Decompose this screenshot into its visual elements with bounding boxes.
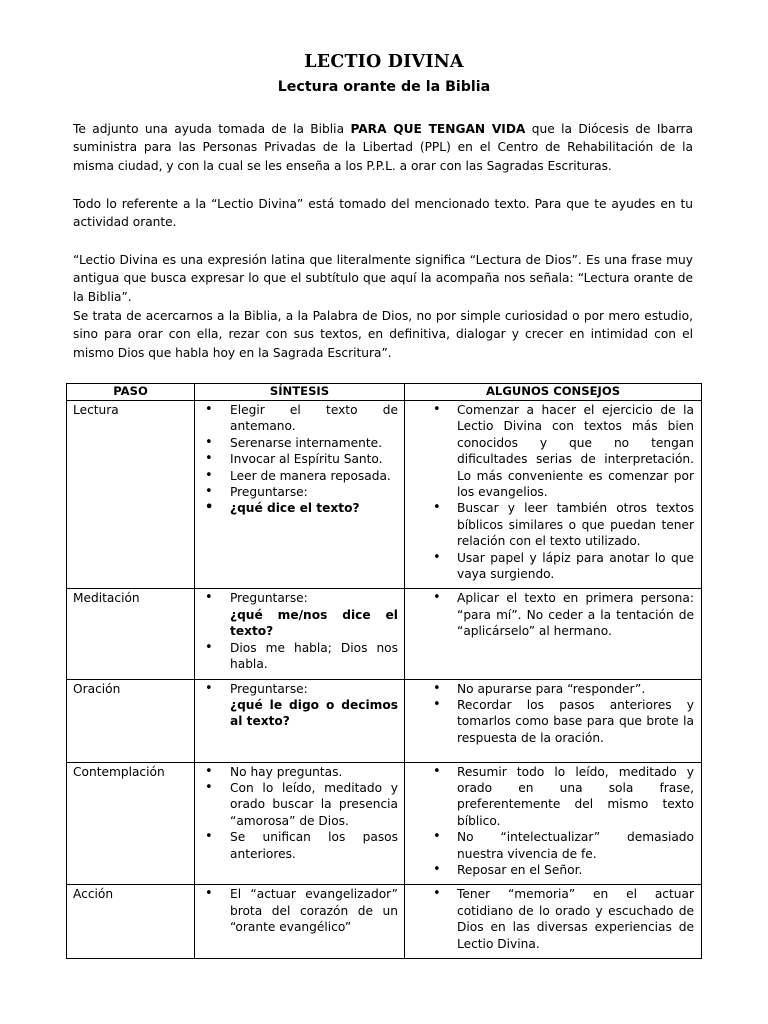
sintesis-list xyxy=(195,402,398,517)
sintesis-list xyxy=(195,681,398,730)
table-row-lectura xyxy=(67,401,702,589)
consejos-cell xyxy=(405,589,702,679)
list-item xyxy=(195,590,398,639)
list-item: • Aplicar el texto en primera persona: “para mí”. No ceder a la tentación de “aplicárselo” al hermano. xyxy=(405,590,694,639)
sintesis-list xyxy=(195,886,398,935)
list-item-question: ¿qué le digo o decimos al texto? xyxy=(230,697,398,729)
consejos-list xyxy=(405,681,694,747)
sintesis-cell xyxy=(195,679,405,762)
consejos-list xyxy=(405,886,694,952)
list-item: • Invocar al Espíritu Santo. xyxy=(195,451,398,467)
table-row-meditacion xyxy=(67,589,702,679)
source-paragraph: Todo lo referente a la “Lectio Divina” está tomado del mencionado texto. Para que te ayudes en tu actividad orante. xyxy=(73,197,693,230)
sintesis-list xyxy=(195,764,398,862)
paso-cell: Lectura xyxy=(67,401,195,589)
paso-cell: Acción xyxy=(67,885,195,959)
list-item xyxy=(195,681,398,730)
list-item-question: ¿qué me/nos dice el texto? xyxy=(230,607,398,639)
list-item-text: Preguntarse: xyxy=(230,681,308,696)
consejos-list xyxy=(405,590,694,639)
list-item: • Usar papel y lápiz para anotar lo que vaya surgiendo. xyxy=(405,550,694,583)
list-item: • No apurarse para “responder”. xyxy=(405,681,694,697)
purpose-paragraph: Se trata de acercarnos a la Biblia, a la Palabra de Dios, no por simple curiosidad o por mero estudio, sino para orar con ella, rezar con sus textos, en definitiva, dialogar y crecer en intimidad con el mismo Dios que habla hoy en la Sagrada Escritura”. xyxy=(73,309,693,360)
list-item: • Dios me habla; Dios nos habla. xyxy=(195,640,398,673)
list-item: • Comenzar a hacer el ejercicio de la Lectio Divina con textos más bien conocidos y que no tengan dificultades serias de interpretación. Lo más conveniente es comenzar por los evangelios. xyxy=(405,402,694,500)
intro-paragraph xyxy=(73,120,693,175)
consejos-cell xyxy=(405,401,702,589)
header-sintesis: SÍNTESIS xyxy=(195,384,405,401)
paso-cell: Oración xyxy=(67,679,195,762)
consejos-cell xyxy=(405,679,702,762)
header-paso: PASO xyxy=(67,384,195,401)
list-item: • Se unifican los pasos anteriores. xyxy=(195,829,398,862)
list-item: • Tener “memoria” en el actuar cotidiano de lo orado y escuchado de Dios en las diversas experiencias de Lectio Divina. xyxy=(405,886,694,952)
table-row-oracion xyxy=(67,679,702,762)
consejos-list xyxy=(405,402,694,582)
list-item: • No hay preguntas. xyxy=(195,764,398,780)
consejos-list xyxy=(405,764,694,879)
list-item: • Buscar y leer también otros textos bíblicos similares o que puedan tener relación con el texto utilizado. xyxy=(405,500,694,549)
table-row-contemplacion xyxy=(67,762,702,885)
paso-cell: Contemplación xyxy=(67,762,195,885)
sintesis-cell xyxy=(195,762,405,885)
list-item-text: Preguntarse: xyxy=(230,591,308,606)
document-title: LECTIO DIVINA xyxy=(304,52,464,72)
list-item: • Recordar los pasos anteriores y tomarlos como base para que brote la respuesta de la oración. xyxy=(405,697,694,746)
table-header-row xyxy=(67,384,702,401)
list-item: • Con lo leído, meditado y orado buscar la presencia “amorosa” de Dios. xyxy=(195,780,398,829)
sintesis-list xyxy=(195,590,398,672)
list-item: • Elegir el texto de antemano. xyxy=(195,402,398,435)
intro-text-a: Te adjunto una ayuda tomada de la Biblia xyxy=(73,122,351,136)
list-item: • Reposar en el Señor. xyxy=(405,862,694,878)
sintesis-cell xyxy=(195,401,405,589)
sintesis-cell xyxy=(195,589,405,679)
consejos-cell xyxy=(405,762,702,885)
consejos-cell xyxy=(405,885,702,959)
definition-paragraph: “Lectio Divina es una expresión latina que literalmente significa “Lectura de Dios”. Es una frase muy antigua que busca expresar lo que el subtítulo que aquí la acompaña nos señala: “Lectura orante de la Biblia”. xyxy=(73,253,693,304)
list-item: • El “actuar evangelizador” brota del corazón de un “orante evangélico” xyxy=(195,886,398,935)
steps-table xyxy=(66,383,702,959)
paso-cell: Meditación xyxy=(67,589,195,679)
list-item: • Resumir todo lo leído, meditado y orado en una sola frase, preferentemente del mismo texto bíblico. xyxy=(405,764,694,830)
intro-text-c: que la Diócesis de Ibarra suministra para las Personas Privadas de la Libertad (PPL) en el Centro de Rehabilitación de la misma ciudad, y con la cual se les enseña a los P.P.L. a orar con las Sagradas Escrituras. xyxy=(73,122,693,173)
list-item: • Leer de manera reposada. xyxy=(195,468,398,484)
header-consejos: ALGUNOS CONSEJOS xyxy=(405,384,702,401)
list-item: • No “intelectualizar” demasiado nuestra vivencia de fe. xyxy=(405,829,694,862)
sintesis-cell xyxy=(195,885,405,959)
table-row-accion xyxy=(67,885,702,959)
document-subtitle: Lectura orante de la Biblia xyxy=(277,79,491,95)
list-item: • Serenarse internamente. xyxy=(195,435,398,451)
list-item: • Preguntarse: xyxy=(195,484,398,500)
book-title: PARA QUE TENGAN VIDA xyxy=(350,122,526,136)
list-item: • ¿qué dice el texto? xyxy=(195,500,398,516)
